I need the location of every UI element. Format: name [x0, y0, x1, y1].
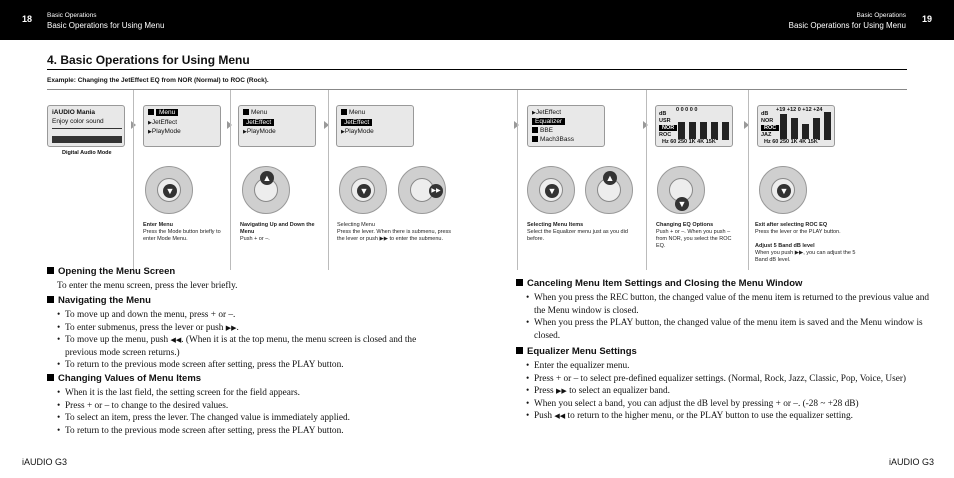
menu-title: Menu [349, 109, 366, 116]
press-down-icon: ▼ [357, 184, 371, 198]
menu-item-playmode: PlayMode [246, 128, 276, 135]
screen-menu-3 [336, 105, 414, 147]
eq-preset-nor: NOR [659, 125, 677, 131]
jet-item-bbe: BBE [540, 127, 554, 134]
column-divider [748, 90, 749, 270]
lever-dial [398, 166, 446, 214]
footer-right: iAUDIO G3 [888, 457, 934, 467]
progress-rule [52, 128, 122, 132]
pointer-icon: ▶ [148, 120, 152, 126]
eq-bar [689, 122, 696, 140]
nav-bullet-3: • To move up the menu, push ◀◀. (When it is at the top menu, the menu screen is closed and the previous mode screen returns.) [57, 334, 447, 359]
eq-bar [824, 112, 831, 140]
screen-track: Enjoy color sound [52, 118, 104, 125]
change-bullet-3: • To select an item, press the lever. The changed value is immediately applied. [57, 412, 447, 424]
page-title: 4. Basic Operations for Using Menu [47, 53, 250, 67]
eq-preset-roc: ROC [659, 132, 672, 138]
eq-frequency-row: Hz 60 250 1K 4K 15K [764, 139, 818, 145]
eq-bullet-2: • Press + or – to select pre-defined equalizer settings. (Normal, Rock, Jazz, Classic, Pop, Voice, User) [526, 373, 941, 385]
fast-forward-icon: ▶▶ [429, 184, 443, 198]
eq-top-values: 0 0 0 0 0 [676, 107, 698, 113]
title-rule [47, 69, 907, 70]
lever-dial [585, 166, 633, 214]
change-bullet-4: • To return to the previous mode screen after setting, press the PLAY button. [57, 425, 447, 437]
opening-text: To enter the menu screen, press the lever briefly. [57, 281, 238, 292]
example-text: Example: Changing the JetEffect EQ from NOR (Normal) to ROC (Rock). [47, 77, 269, 84]
eq-preset-nor: NOR [761, 118, 774, 124]
eq-bullet-1: • Enter the equalizer menu. [526, 360, 941, 372]
pointer-icon: ▶ [243, 129, 247, 135]
rewind-icon: ◀◀ [170, 336, 182, 345]
column-divider [517, 90, 518, 270]
section-opening-menu [47, 266, 447, 293]
eq-bullet-4: • When you select a band, you can adjust the dB level by pressing + or –. (-28 ~ +28 dB) [526, 398, 941, 410]
lever-dial [145, 166, 193, 214]
menu-item-jeteffect: JetEffect [151, 119, 178, 126]
eq-unit: dB [761, 111, 769, 117]
eq-bar [802, 124, 809, 140]
column-divider [646, 90, 647, 270]
screen-main-caption: Digital Audio Mode [62, 150, 112, 156]
jet-title: JetEffect [535, 109, 562, 116]
nav-bullet-4: • To return to the previous mode screen after setting, press the PLAY button. [57, 359, 447, 371]
nav-bullet-1: • To move up and down the menu, press + or –. [57, 309, 447, 321]
menu-item-jeteffect: JetEffect [243, 119, 274, 126]
header-subsection-left: Basic Operations for Using Menu [47, 21, 165, 30]
header-section-left: Basic Operations [47, 12, 97, 19]
header-section-right: Basic Operations [856, 12, 906, 19]
pointer-icon: ▶ [341, 129, 345, 135]
eq-bar [780, 114, 787, 140]
section-navigating-menu [47, 295, 447, 371]
jet-item-mach3bass: Mach3Bass [540, 136, 574, 143]
eq-bar [678, 122, 685, 140]
jet-item-equalizer: Equalizer [532, 118, 565, 125]
header-subsection-right: Basic Operations for Using Menu [788, 21, 906, 30]
press-down-icon: ▼ [777, 184, 791, 198]
lever-dial [657, 166, 705, 214]
eq-unit: dB [659, 111, 667, 117]
pointer-icon: ▶ [532, 110, 536, 116]
eq-preset-jaz: JAZ [761, 132, 772, 138]
column-divider [133, 90, 134, 270]
rewind-icon: ◀◀ [554, 412, 566, 421]
fast-forward-icon: ▶▶ [225, 323, 237, 332]
section-changing-values [47, 373, 447, 437]
eq-bullet-5: • Push ◀◀ to return to the higher menu, or the PLAY button to use the equalizer setting. [526, 410, 941, 422]
menu-title: Menu [156, 109, 178, 116]
cancel-bullet-1: • When you press the REC button, the changed value of the menu item is returned to the previous value and the Menu window is closed. [526, 292, 941, 317]
fast-forward-icon: ▶▶ [555, 387, 567, 396]
page-header [0, 0, 954, 40]
eq-bullet-3: • Press ▶▶ to select an equalizer band. [526, 385, 941, 397]
eq-preset-usr: USR [659, 118, 671, 124]
column-divider [230, 90, 231, 270]
menu-item-playmode: PlayMode [151, 128, 181, 135]
example-rule [47, 89, 907, 90]
menu-icon [243, 109, 249, 115]
screen-eq-nor [655, 105, 733, 147]
screen-logo: iAUDIO Mania [52, 109, 95, 116]
menu-icon [341, 109, 347, 115]
change-bullet-2: • Press + or – to change to the desired values. [57, 400, 447, 412]
screen-eq-roc [757, 105, 835, 147]
bbe-icon [532, 127, 538, 133]
menu-item-playmode: PlayMode [344, 128, 374, 135]
menu-item-jeteffect: JetEffect [341, 119, 372, 126]
eq-frequency-row: Hz 60 250 1K 4K 15K [662, 139, 716, 145]
heading-equalizer: Equalizer Menu Settings [527, 346, 637, 357]
lever-dial [242, 166, 290, 214]
page-number-left: 18 [22, 14, 33, 24]
column-divider [328, 90, 329, 270]
eq-bar [700, 122, 707, 140]
caption-selecting-menu: Selecting Menu Press the lever. When there is submenu, press the lever or push ▶▶ to enter the submenu. [337, 222, 452, 242]
lever-dial [339, 166, 387, 214]
section-canceling [516, 278, 941, 342]
caption-navigating: Navigating Up and Down the Menu Push + or –. [240, 222, 315, 242]
screen-jeteffect [527, 105, 605, 147]
eq-bar [711, 122, 718, 140]
eq-preset-roc: ROC [761, 125, 779, 131]
pointer-icon: ▶ [148, 129, 152, 135]
caption-selecting-items: Selecting Menu Items Select the Equalizer menu just as you did before. [527, 222, 628, 242]
section-equalizer [516, 346, 941, 422]
eq-top-values: +19 +12 0 +12 +24 [776, 107, 823, 113]
down-icon: ▼ [675, 197, 689, 211]
heading-opening-menu: Opening the Menu Screen [58, 266, 176, 277]
heading-changing-values: Changing Values of Menu Items [58, 373, 202, 384]
page-number-right: 19 [922, 14, 933, 24]
lever-dial [527, 166, 575, 214]
caption-exit: Exit after selecting ROC EQ Press the lever or the PLAY button. Adjust 5 Band dB level When you push ▶▶, you can adjust the 5 Band dB level. [755, 222, 856, 263]
caption-changing-eq: Changing EQ Options Push + or –. When you push – from NOR, you select the ROC EQ. [656, 222, 732, 249]
screen-main [47, 105, 125, 147]
up-icon: ▲ [603, 171, 617, 185]
menu-title: Menu [251, 109, 268, 116]
mach3-icon [532, 136, 538, 142]
eq-bar [722, 122, 729, 140]
press-down-icon: ▼ [545, 184, 559, 198]
heading-navigating: Navigating the Menu [58, 295, 151, 306]
screen-menu-1 [143, 105, 221, 147]
footer-left: iAUDIO G3 [22, 457, 68, 467]
screen-menu-2 [238, 105, 316, 147]
menu-icon [148, 109, 154, 115]
caption-enter-menu: Enter Menu Press the Mode button briefly to enter Mode Menu. [143, 222, 221, 242]
eq-bar [791, 118, 798, 140]
heading-canceling: Canceling Menu Item Settings and Closing the Menu Window [527, 278, 803, 289]
cancel-bullet-2: • When you press the PLAY button, the changed value of the menu item is saved and the Menu window is closed. [526, 317, 941, 342]
nav-bullet-2: • To enter submenus, press the lever or push ▶▶. [57, 322, 447, 334]
status-bar [52, 136, 122, 143]
up-icon: ▲ [260, 171, 274, 185]
press-down-icon: ▼ [163, 184, 177, 198]
change-bullet-1: • When it is the last field, the setting screen for the field appears. [57, 387, 447, 399]
lever-dial [759, 166, 807, 214]
eq-bar [813, 118, 820, 140]
